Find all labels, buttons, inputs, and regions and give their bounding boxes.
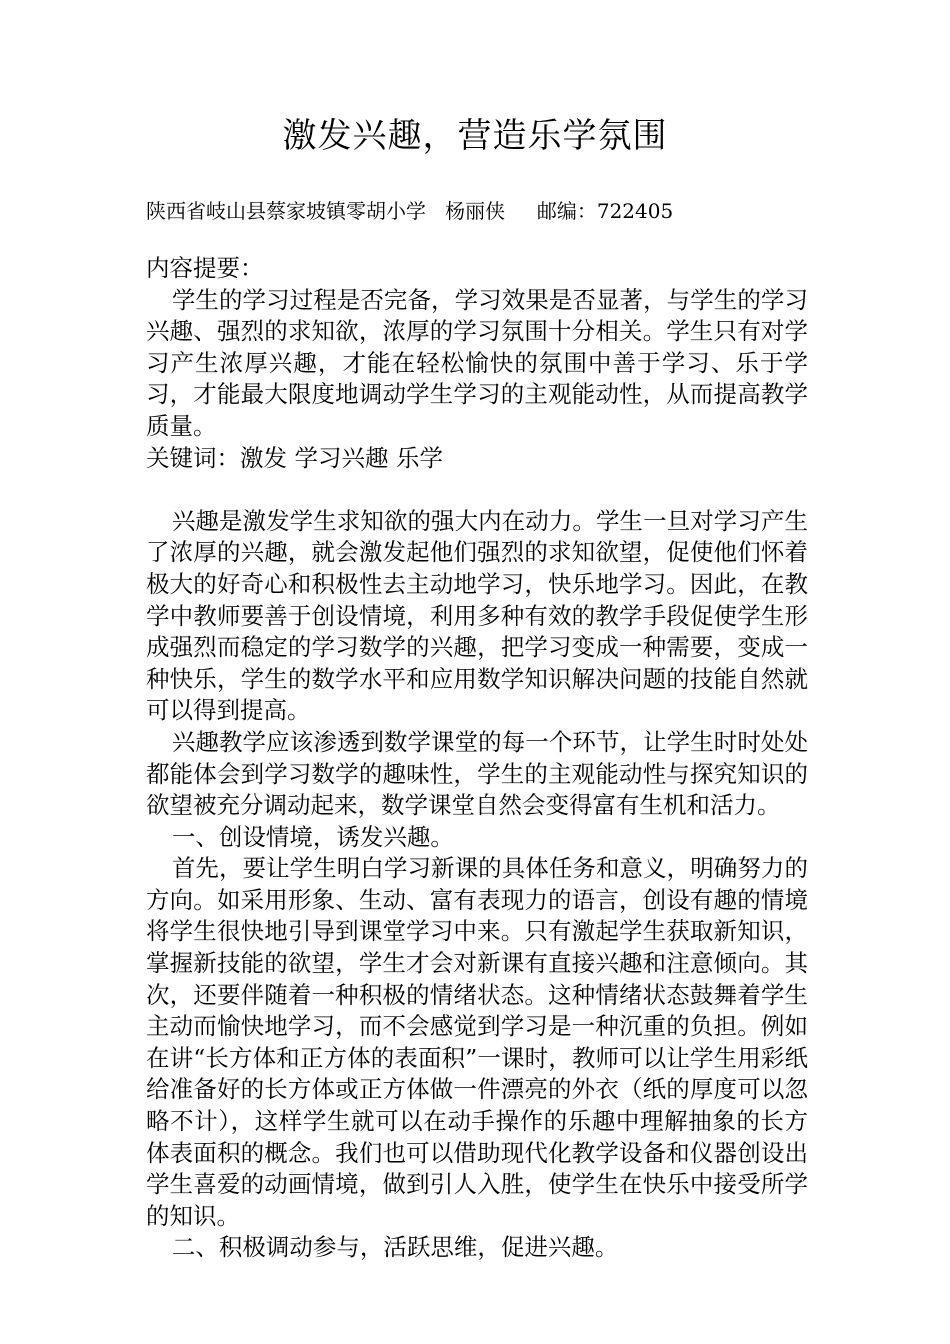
abstract-text: 学生的学习过程是否完备，学习效果是否显著，与学生的学习兴趣、强烈的求知欲，浓厚的学习氛围十分相关。学生只有对学习产生浓厚兴趣，才能在轻松愉快的氛围中善于学习、乐于学习，才能最大限度地调动学生学习的主观能动性，从而提高教学质量。 [146,285,808,440]
body-paragraph-1: 兴趣是激发学生求知欲的强大内在动力。学生一旦对学习产生了浓厚的兴趣，就会激发起他们强烈的求知欲望，促使他们怀着极大的好奇心和积极性去主动地学习，快乐地学习。因此，在教学中教师要善于创设情境，利用多种有效的教学手段促使学生形成强烈而稳定的学习数学的兴趣，把学习变成一种需要，变成一种快乐，学生的数学水平和应用数学知识解决问题的技能自然就可以得到提高。 [146,506,808,725]
body-paragraph-2: 兴趣教学应该渗透到数学课堂的每一个环节，让学生时时处处都能体会到学习数学的趣味性，学生的主观能动性与探究知识的欲望被充分调动起来，数学课堂自然会变得富有生机和活力。 [146,727,808,820]
author-line: 陕西省岐山县蔡家坡镇零胡小学 杨丽侠 邮编：722405 [146,199,674,223]
section-heading-2: 二、积极调动参与，活跃思维，促进兴趣。 [171,1233,619,1262]
abstract-heading: 内容提要： [146,254,264,282]
document-body [146,253,808,1264]
section-heading-1: 一、创设情境，诱发兴趣。 [171,822,454,851]
body-paragraph-3: 首先，要让学生明白学习新课的具体任务和意义，明确努力的方向。如采用形象、生动、富有表现力的语言，创设有趣的情境将学生很快地引导到课堂学习中来。只有激起学生获取新知识，掌握新技能的欲望，学生才会对新课有直接兴趣和注意倾向。其次，还要伴随着一种积极的情绪状态。这种情绪状态鼓舞着学生主动而愉快地学习，而不会感觉到学习是一种沉重的负担。例如在讲“长方体和正方体的表面积”一课时，教师可以让学生用彩纸给准备好的长方体或正方体做一件漂亮的外衣（纸的厚度可以忽略不计），这样学生就可以在动手操作的乐趣中理解抽象的长方体表面积的概念。我们也可以借助现代化教学设备和仪器创设出学生喜爱的动画情境，做到引人入胜，使学生在快乐中接受所学的知识。 [146,854,808,1230]
keywords-line: 关键词：激发 学习兴趣 乐学 [146,443,443,472]
blank-line [146,474,808,506]
document-title: 激发兴趣，营造乐学氛围 [282,116,668,156]
